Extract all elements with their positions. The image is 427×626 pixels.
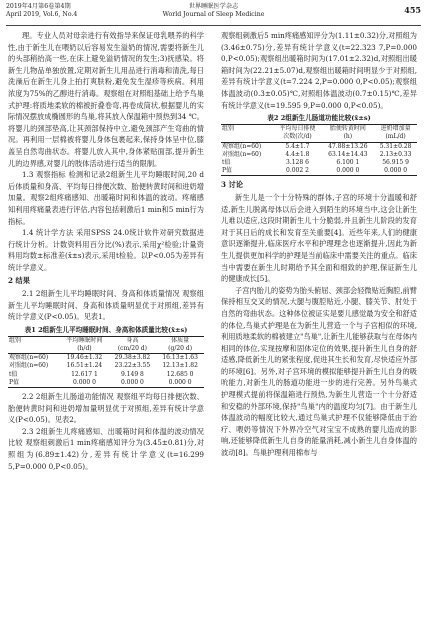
table-header: 身高 — [109, 336, 157, 345]
table-unit — [221, 133, 273, 142]
table-cell: 19.46±1.32 — [66, 354, 103, 362]
table-cell: 5.31±0.28 — [379, 142, 412, 150]
table2 — [221, 124, 417, 176]
table1 — [8, 336, 204, 388]
section-heading-discussion: 3 讨论 — [221, 180, 243, 190]
table-unit: (h) — [322, 133, 375, 142]
table-row — [221, 142, 417, 151]
table-cell: t值 — [9, 370, 18, 378]
paragraph: 观察组刺激后5 min疼痛感知评分为(1.11±0.32)分,对照组为(3.46±0.75)分,差异有统计学意义(t=22.323 7,P=0.000 0,P<0.05);观察组出暖箱时间为(17.01±2.32)d,对照组出暖箱时间为(22.21±5.07)d,观察组出暖箱时间明显少于对照组,差异有统计学意义(t=7.224 2,P=0.000 0,P<0.05);观察组体温波动(0.3±0.05)℃,对照组体温波动(0.7±0.15)℃,差异有统计学意义(t=19.595 9,P=0.000 0,P<0.05)。 — [221, 31, 417, 110]
section-1-3: 1.3 观察指标 检测和记录2组新生儿平均睡眠时间,20 d后体质量和身高、平均每日排便次数、胎便转黄时间和进奶增加量。观察2组疼痛感知、出暖箱时间和体温的波动。疼痛感知利用疼痛量表进行评估,内容包括刺激后1 min和5 min行为指标。 — [8, 170, 204, 226]
table-cell: 0.000 0 — [156, 379, 204, 388]
paragraph: 理。专业人员对母亲进行有效指导来保证母乳喂养的科学性,由于新生儿在喂奶以后容易发生溢奶的情况,需要将新生儿的头部稍抬高一些,在床上避免溢奶情况的发生;3)抚感染。将新生儿物品单独放置,定期对新生儿用品进行消毒和清洗,每日洗澡后在新生儿身上拍打爽肤粉,避免发生湿疹等疾病。利用浓度为75%的乙醇进行消毒。观察组在对照组基础上给予鸟巢式护理:将质地柔软的棉被折叠卷弯,再卷成筒状,根据婴儿的实际情况摆放成椭圆形的鸟巢,将其放入保温箱中预热到34 ℃。将婴儿的颈部垫高,让其颈部保持中立,避免颈部产生弯曲的情况。再利用一层棉被将婴儿身体包裹起来,保持身体呈中位,膝盖呈自然弯曲状态。将婴儿放入其中,身体紧贴面部,提升新生儿的边界感,对婴儿的肢体活动进行适当的限制。 — [8, 31, 204, 168]
right-column — [221, 30, 417, 459]
table-cell: 56.915 9 — [382, 158, 409, 166]
table-cell: 5.4±1.7 — [285, 142, 310, 150]
table-cell: 9.149 8 — [120, 370, 144, 378]
table-row — [8, 379, 204, 388]
table-unit: 次数(次/d) — [273, 133, 321, 142]
table-unit: (cm/20 d) — [109, 345, 157, 354]
header-journal-en: World Journal of Sleep Medicine — [162, 11, 265, 18]
table-cell: 0.000 0 — [374, 167, 417, 176]
table-cell: 观察组(n=60) — [9, 354, 49, 362]
table-row — [8, 362, 204, 370]
table1-caption: 表1 2组新生儿平均睡眠时间、身高和体质量比较(x̄±s) — [24, 325, 188, 334]
table-header: 胎便转黄时间 — [322, 125, 375, 134]
table-unit: (h/d) — [60, 345, 108, 354]
table-cell: 29.38±3.82 — [114, 354, 151, 362]
table-cell: 0.000 0 — [322, 167, 375, 176]
header-center — [6, 3, 421, 19]
table-header: 平均每日排便 — [273, 125, 321, 134]
header-date-en: April 2019, Vol.6, No.4 — [6, 11, 78, 18]
table-header: 组别 — [221, 125, 273, 134]
table-cell: 47.88±13.26 — [328, 142, 368, 150]
table2-caption: 表2 2组新生儿肠道功能比较(x̄±s) — [267, 114, 371, 123]
table-row — [8, 371, 204, 379]
table-cell: 12.13±1.82 — [162, 362, 198, 370]
table-cell: 12.685 0 — [166, 370, 194, 378]
header-date-cn: 2019年4月第6卷第4期 — [6, 3, 71, 10]
table-cell: 6.100 1 — [336, 158, 360, 166]
table-cell: 3.128 6 — [286, 158, 309, 166]
table-cell: 0.002 2 — [273, 167, 321, 176]
table-cell: 4.4±1.8 — [285, 150, 310, 158]
paragraph: 新生儿是一个十分特殊的群体,子宫的环境十分温暖和舒适,新生儿脱离母体以后会进入到陌生的环境当中,这会让新生儿难以适应,这段时期新生儿十分脆弱,并且新生儿阶段的发育对于其日后的成长和发育至关重要[4]。近些年来,人们的健康意识逐渐提升,临床医疗水平和护理理念也逐渐提升,因此为新生儿提供更加科学的护理是当前临床中需要关注的重点。临床当中需要在新生儿时期给予其全面和细致的护理,保证新生儿的健康成长[5]。 — [221, 192, 417, 284]
table-header: 组别 — [8, 336, 60, 345]
header-journal-cn: 世界睡眠医学杂志 — [188, 3, 239, 10]
table-header: 平均睡眠时间 — [60, 336, 108, 345]
table-unit: (g/20 d) — [156, 345, 204, 354]
running-header — [6, 3, 421, 26]
table-cell: P值 — [221, 167, 273, 176]
table-unit: (mL/d) — [374, 133, 417, 142]
table-row — [221, 151, 417, 159]
table-header: 体质量 — [156, 336, 204, 345]
table-cell: 16.51±1.24 — [66, 362, 103, 370]
paragraph: 子宫内胎儿的姿势为胎头俯屈、颈部会轻微贴近胸腔,前臂保持相互交叉的情况,大腿与腹腔贴近,小腿、膝关节、肘处于自然的弯曲状态。这种体位被证实是要儿感觉最为安全和舒适的体位,鸟巢式护理是在为新生儿营造一个与子宫相似的环境,利用质地柔软的棉被建立"鸟巢",让新生儿能够获取与在母体内相同的体位,实现按摩和固体定位的效果,提升新生儿自身的舒适感,降低新生儿的紧张程度,促进其生长和发育,尽快适应外部的环境[6]。另外,对子宫环境的模拟能够提升新生儿自身的吸吮能力,对新生儿的肠道功能进一步的进行完善。另外鸟巢式护理模式提前将保温箱进行预热,为新生儿营造一个十分舒适和安稳的外部环境,保持"鸟巢"内的温度均匀[7]。由于新生儿体温波动的幅度比较大,通过鸟巢式护理不仅能够降低由于治疗、喂奶等情况下外界冷空气对宝宝不成熟的婴儿造成的影响,还能够降低新生儿自身的能量消耗,减小新生儿自身体温的波动[8]。鸟巢护理利用棉布与 — [221, 285, 417, 458]
section-heading-results: 2 结果 — [8, 276, 30, 286]
table-cell: 观察组(n=60) — [222, 142, 262, 150]
table-cell: t值 — [222, 158, 231, 166]
table-cell: 63.14±14.43 — [328, 150, 368, 158]
table-cell: 对照组(n=60) — [222, 150, 262, 158]
table-cell: 0.000 0 — [60, 379, 108, 388]
table-cell: 12.617 1 — [71, 370, 98, 378]
table-cell: 对照组(n=60) — [9, 362, 49, 370]
table-cell: P值 — [8, 379, 60, 388]
table-row — [221, 159, 417, 167]
table-cell: 23.22±3.55 — [114, 362, 151, 370]
table-header: 进奶增加量 — [374, 125, 417, 134]
section-2-1: 2.1 2组新生儿平均睡眠时间、身高和体质量情况 观察组新生儿平均睡眠时间、身高和体质量明显优于对照组,差异有统计学意义(P<0.05)。见表1。 — [8, 289, 204, 322]
table-cell: 2.13±0.33 — [379, 150, 412, 158]
table-cell: 16.13±1.63 — [162, 354, 198, 362]
section-2-3: 2.3 2组新生儿疼痛感知、出暖箱时间和体温的波动情况比较 观察组刺激后1 min疼痛感知评分为(3.45±0.81)分,对照组为(6.89±1.42)分,差异有统计学意义(t=16.299 5,P=0.000 0,P<0.05)。 — [8, 426, 204, 471]
table-unit — [8, 345, 60, 354]
left-column — [8, 30, 204, 472]
table-cell: 0.000 0 — [109, 379, 157, 388]
table-row — [221, 167, 417, 176]
section-1-4: 1.4 统计学方法 采用SPSS 24.0统计软件对研究数据进行统计分析。计数资料用百分比(%)表示,采用χ²检验;计量资料用均数±标准差(x̄±s)表示,采用t检验。以P<0.05为差异有统计学意义。 — [8, 228, 204, 272]
section-2-2: 2.2 2组新生儿肠道功能情况 观察组平均每日排便次数、胎便转黄时间和进奶增加量明显优于对照组,差异有统计学意义(P<0.05)。见表2。 — [8, 392, 204, 425]
page-number: 455 — [404, 5, 421, 15]
